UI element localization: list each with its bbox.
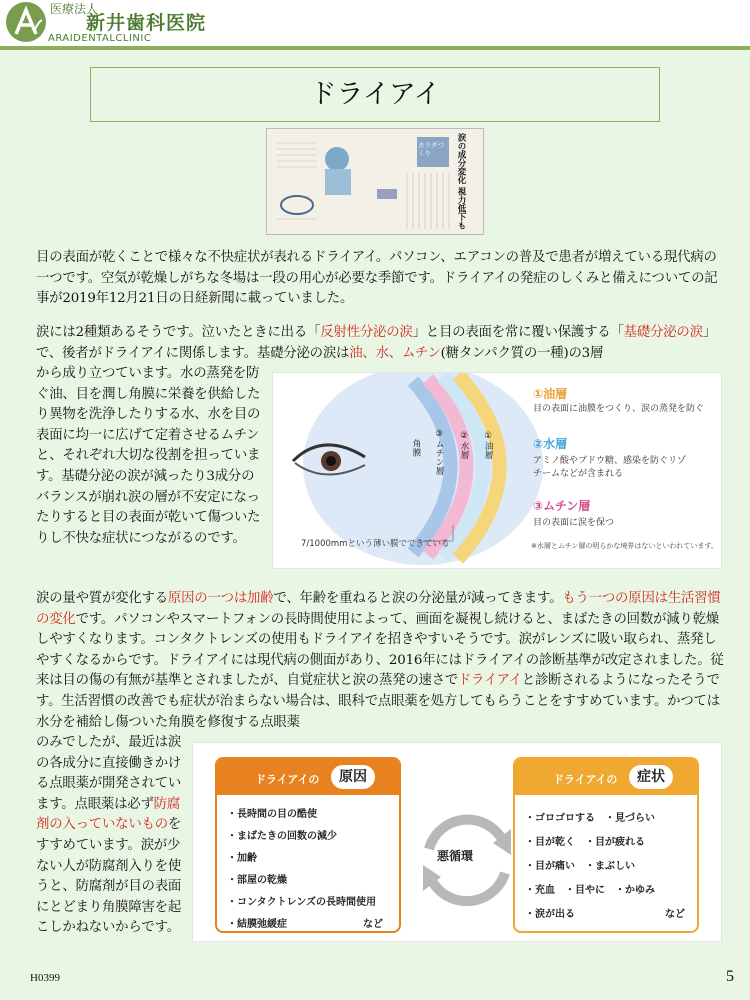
text-span: 涙の量や質が変化する xyxy=(36,591,168,606)
cause-item: ・加齢 xyxy=(227,853,257,864)
cornea-label: 角膜 xyxy=(411,439,421,457)
causes-header-word: 原因 xyxy=(331,765,375,789)
symptoms-header-word: 症状 xyxy=(629,765,673,789)
symptoms-header xyxy=(515,759,697,795)
eyedrops-paragraph xyxy=(36,733,186,939)
newspaper-vertical-text: 涙の成分変化 視力低下も xyxy=(456,133,466,230)
vicious-cycle-diagram xyxy=(192,742,722,942)
causes-header-prefix: ドライアイの xyxy=(255,773,320,786)
layer-boundary-note: ※水層とムチン層の明らかな境界はないといわれています。 xyxy=(531,542,718,550)
header-divider xyxy=(0,46,750,50)
highlight-dry-eye: ドライアイ xyxy=(457,673,522,689)
clinic-roman-name: ARAIDENTALCLINIC xyxy=(48,33,152,44)
newspaper-clipping xyxy=(266,128,484,235)
tear-types-paragraph xyxy=(36,323,726,364)
cause-item: ・まばたきの回数の減少 xyxy=(227,831,337,842)
newspaper-photo xyxy=(267,129,484,235)
text-span: のみでしたが、最近は涙の各成分に直接働きかける点眼薬が開発されています。点眼薬は必ず xyxy=(36,735,182,812)
oil-layer-desc: 目の表面に油膜をつくり、涙の蒸発を防ぐ xyxy=(533,404,705,414)
symptoms-box xyxy=(513,757,699,933)
causes-paragraph xyxy=(36,589,726,733)
membrane-thickness-caption: 7/1000mmという薄い膜でできている xyxy=(301,539,450,549)
page-title: ドライアイ xyxy=(90,67,660,122)
mucin-layer-desc: 目の表面に涙を保つ xyxy=(533,518,615,528)
intro-paragraph: 目の表面が乾くことで様々な不快症状が表れるドライアイ。パソコン、エアコンの普及で患者が増えている現代病の一つです。空気が乾燥しがちな冬場は一段の用心が必要な季節です。ドライアイの発症のしくみと備えについての記事が2019年12月21日の日経新聞に載っていました。 xyxy=(36,250,718,307)
page-number: 5 xyxy=(726,968,734,985)
text-span: 涙には2種類あるそうです。泣いたときに出る「 xyxy=(36,325,321,340)
highlight-reflex-tears: 反射性分泌の涙 xyxy=(320,325,413,340)
water-layer-desc: アミノ酸やブドウ糖、感染を防ぐリゾチームなどが含まれる xyxy=(533,456,687,479)
highlight-aging-cause: 原因の一つは加齢 xyxy=(167,591,274,606)
symptoms-etc: など xyxy=(665,909,685,920)
document-code: H0399 xyxy=(30,972,60,984)
oil-layer-label: ①油層 xyxy=(483,431,493,460)
text-span: 」で、後者がドライアイに関係します。基礎分泌の涙は xyxy=(36,325,717,361)
symptom-item: ・充血 ・目やに ・かゆみ xyxy=(525,885,655,896)
highlight-lifestyle-cause: もう一つの原因は生活習慣の変化 xyxy=(36,591,721,627)
causes-etc: など xyxy=(363,919,383,930)
tear-layer-diagram xyxy=(272,372,722,569)
causes-header xyxy=(217,759,399,795)
text-span: (糖タンパク質の一種)の3層 xyxy=(440,345,604,361)
newspaper-heading: カラダづくり xyxy=(418,141,444,157)
highlight-three-layers: 油、水、ムチン xyxy=(349,345,441,361)
symptoms-header-prefix: ドライアイの xyxy=(553,773,618,786)
vicious-cycle-label: 悪循環 xyxy=(437,849,474,863)
cause-item: ・結膜弛緩症 xyxy=(227,919,287,930)
water-layer-title: ②水層 xyxy=(533,437,568,451)
text-span: です。パソコンやスマートフォンの長時間使用によって、画面を凝視し続けると、まばたきの回数が減り乾燥しやすくなります。コンタクトレンズの使用もドライアイを招きやすいそうです。涙がレンズに吸い取られ、蒸発しやすくなるからです。ドライアイには現代病の側面があり、2016年にはドライアイの診断基準が改定されました。従来は目の傷の有無が基準とされましたが、自覚症状と涙の蒸発の速さで xyxy=(36,611,724,689)
text-span: 」と目の表面を常に覆い保護する「 xyxy=(412,325,624,340)
causes-box xyxy=(215,757,401,933)
text-span: で、年齢を重ねると涙の分泌量が減ってきます。 xyxy=(273,591,563,606)
oil-layer-title: ①油層 xyxy=(533,387,568,401)
header xyxy=(0,0,750,46)
mucin-layer-title: ③ムチン層 xyxy=(533,499,591,513)
clinic-name: 新井歯科医院 xyxy=(86,12,207,34)
highlight-basal-tears: 基礎分泌の涙 xyxy=(623,325,703,340)
symptom-item: ・目が乾く ・目が疲れる xyxy=(525,837,645,848)
symptom-item: ・ゴロゴロする ・見づらい xyxy=(525,813,655,824)
water-layer-label: ②水層 xyxy=(459,431,469,460)
org-type: 医療法人 xyxy=(50,2,99,16)
symptom-item: ・目が痛い ・まぶしい xyxy=(525,861,635,872)
cause-item: ・コンタクトレンズの長時間使用 xyxy=(227,897,377,908)
text-span: をすすめています。涙が少ない人が防腐剤入りを使うと、防腐剤が目の表面にとどまり角膜障害を起こしかねないからです。 xyxy=(36,817,182,936)
highlight-preservative-free: 防腐剤の入っていないもの xyxy=(36,796,181,833)
symptom-item: ・涙が出る xyxy=(525,909,575,920)
cause-item: ・部屋の乾燥 xyxy=(227,875,287,886)
mucin-layer-label: ③ムチン層 xyxy=(434,429,444,476)
clinic-logo xyxy=(6,2,46,42)
tear-layers-paragraph: から成り立つています。水の蒸発を防ぐ油、目を潤し角膜に栄養を供給したり異物を洗浄したりする水、水を目の表面に均一に広げて定着させるムチンと、それぞれ大切な役割を担っています。基礎分泌の涙が減ったり3成分のバランスが崩れ涙の層が不安定になったりすると目の表面が乾いて傷ついたりし不快な症状につながるのです。 xyxy=(36,366,261,546)
logo-mark-icon xyxy=(6,2,46,42)
cause-item: ・長時間の目の酷使 xyxy=(227,809,317,820)
text-span: と診断されるようになったそうです。生活習慣の改善でも症状が治まらない場合は、眼科で点眼薬を処方してもらうことをすすめています。かつては水分を補給し傷ついた角膜を修復する点眼薬 xyxy=(36,673,720,730)
